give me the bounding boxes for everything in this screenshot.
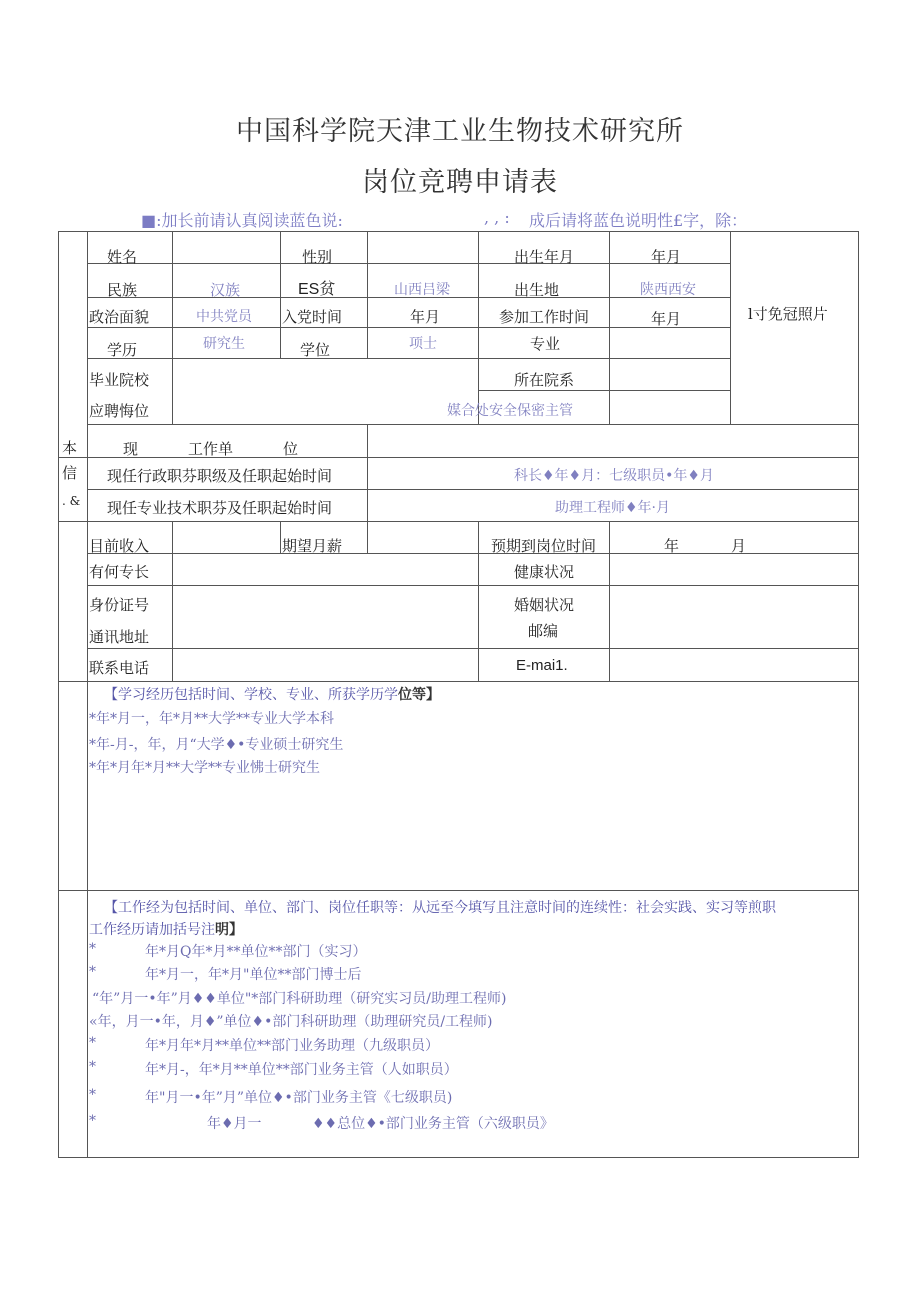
work-line-mark: * (89, 964, 96, 980)
party-date-value[interactable]: 年月 (410, 308, 441, 326)
native-place-value[interactable]: 山西吕梁 (394, 282, 450, 298)
work-section-header-cont (89, 919, 243, 939)
education-input-area[interactable] (88, 782, 857, 889)
school-label: 毕业院校 (89, 371, 150, 389)
work-line: 年*月Q年*月**单位**部门（实习） (145, 944, 367, 960)
education-line: *年-月-，年，月“大学♦•专业硕士研究生 (89, 737, 344, 753)
major-field[interactable] (610, 328, 729, 358)
education-value[interactable]: 研究生 (203, 336, 245, 352)
department-label: 所在院系 (514, 371, 575, 389)
id-address-field[interactable] (173, 586, 477, 648)
gender-label: 性别 (302, 248, 333, 266)
email-field[interactable] (610, 649, 857, 681)
admin-rank-label: 现任行政职芬职级及任职起始时间 (107, 467, 333, 485)
department-field[interactable] (610, 359, 729, 390)
work-line: ♦♦总位♦•部门业务主管（六级职员》 (312, 1116, 554, 1132)
work-line: 年*月-，年*月**单位**部门业务主管（人如职员） (145, 1062, 458, 1078)
current-unit-label-c: 位 (283, 440, 299, 458)
work-line-mark: * (89, 1035, 96, 1051)
position-value[interactable]: 媒合处安全保密主管 (447, 403, 573, 419)
current-unit-label-b: 工作单 (188, 440, 234, 458)
work-line: “年”月一•年”月♦♦单位"*部门科研助理（研究实习员/助理工程师) (92, 991, 507, 1007)
phone-label: 联系电话 (89, 659, 150, 677)
work-section-header: 【工作经为包括时间、单位、部门、岗位任职等：从远至今填写且注意时间的连续性：社会实践、实习等煎职 (104, 900, 776, 916)
work-line: «年，月一•年，月♦”单位♦•部门科研助理（助理研究员/工程师) (89, 1014, 493, 1030)
school-field[interactable] (173, 359, 477, 389)
marital-label: 婚姻状况 (514, 596, 575, 614)
work-line-mark: * (89, 1087, 96, 1103)
expected-salary-field[interactable] (368, 522, 477, 553)
page-subtitle: 岗位竞聘申请表 (362, 167, 558, 198)
education-line: *年*月一，年*月**大学**专业大学本科 (89, 711, 334, 727)
side-label-xin: 信 (62, 464, 78, 482)
tech-title-label: 现任专业技术职芬及任职起始时间 (107, 499, 333, 517)
notice-text: ■:加长前请认真阅读蓝色说: (141, 211, 343, 230)
expected-salary-label: 期望月薪 (282, 537, 343, 555)
work-line: 年♦月一 (207, 1116, 262, 1132)
education-label: 学历 (107, 341, 138, 359)
address-label: 通讯地址 (89, 628, 150, 646)
work-start-value[interactable]: 年月 (651, 310, 682, 328)
phone-field[interactable] (173, 649, 477, 681)
work-line-mark: * (89, 941, 96, 957)
major-label: 专业 (530, 335, 561, 353)
health-label: 健康状况 (514, 563, 575, 581)
work-line: 年"月一•年”月”单位♦•部门业务主管《七级职员) (145, 1090, 453, 1106)
current-unit-field[interactable] (368, 425, 857, 457)
photo-placeholder[interactable]: l寸免冠照片 (748, 305, 828, 323)
party-date-label: 入党时间 (282, 308, 343, 326)
degree-label: 学位 (300, 341, 331, 359)
marital-postcode-field[interactable] (610, 586, 857, 648)
political-label: 政治面貌 (89, 308, 150, 326)
work-start-label: 参加工作时间 (499, 308, 590, 326)
id-number-label: 身份证号 (89, 596, 150, 614)
native-place-label: ES贫 (298, 281, 336, 298)
position-label: 应聘悔位 (89, 402, 150, 420)
side-label-mark: . & (62, 494, 81, 508)
notice-text-end: 成后请将蓝色说明性£字，除： (529, 211, 748, 230)
ethnicity-label: 民族 (107, 281, 138, 299)
political-value[interactable]: 中共党员 (196, 309, 252, 325)
work-line: 年*月一，年*月"单位**部门博士后 (145, 967, 362, 983)
page-title: 中国科学院天津工业生物技术研究所 (236, 116, 684, 147)
education-header-text: 【学习经历包括时间、学校、专业、所获学历学 (104, 687, 398, 703)
work-header-end: 明】 (215, 922, 243, 938)
ethnicity-value[interactable]: 汉族 (210, 281, 241, 299)
degree-value[interactable]: 项士 (409, 336, 437, 352)
notice-gap: , , : (484, 208, 510, 227)
work-line-mark: * (89, 1059, 96, 1075)
arrival-label: 预期到岗位时间 (491, 537, 597, 555)
birthplace-label: 出生地 (514, 281, 560, 299)
arrival-month[interactable]: 月 (731, 537, 747, 555)
email-label: E-mai1. (516, 657, 568, 674)
birth-value[interactable]: 年月 (651, 248, 682, 266)
work-input-area[interactable] (88, 1135, 857, 1156)
skills-field[interactable] (173, 554, 477, 585)
birthplace-value[interactable]: 陕西西安 (640, 282, 696, 298)
health-field[interactable] (610, 554, 857, 585)
side-label-ben: 本 (62, 439, 78, 457)
tech-title-value[interactable]: 助理工程师♦年·月 (555, 500, 671, 516)
name-label: 姓名 (107, 248, 138, 266)
work-line: 年*月年*月**单位**部门业务助理（九级职员） (145, 1038, 439, 1054)
work-line-mark: * (89, 1113, 96, 1129)
income-field[interactable] (173, 522, 279, 553)
income-label: 目前收入 (89, 537, 150, 555)
name-field[interactable] (173, 232, 279, 263)
skills-label: 有何专长 (89, 563, 150, 581)
education-line: *年*月年*月**大学**专业怫士研究生 (89, 760, 320, 776)
postcode-label: 邮编 (528, 622, 559, 640)
birth-label: 出生年月 (514, 248, 575, 266)
gender-field[interactable] (368, 232, 477, 263)
arrival-year[interactable]: 年 (664, 537, 680, 555)
admin-rank-value[interactable]: 科长♦年♦月：七级职员•年♦月 (514, 468, 714, 484)
education-section-header (104, 684, 440, 704)
work-header-text: 工作经历请加括号注 (89, 922, 215, 938)
current-unit-label-a: 现 (123, 440, 139, 458)
education-header-end: 位等】 (398, 687, 440, 703)
